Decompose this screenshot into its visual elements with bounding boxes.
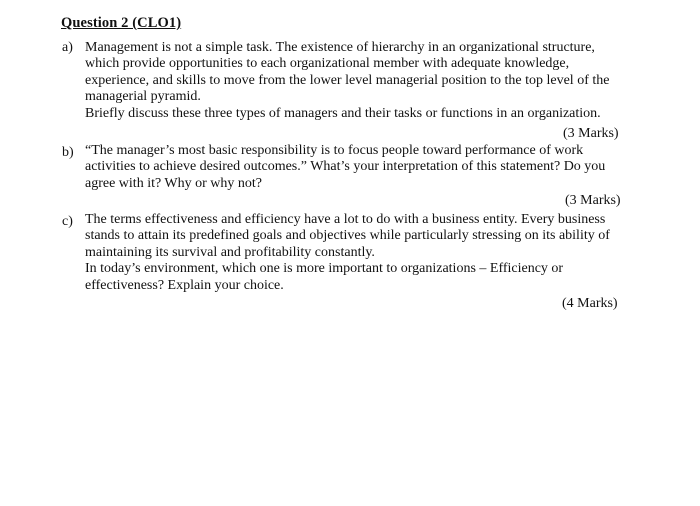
part-c-label: c) <box>62 214 73 229</box>
part-a-paragraph-1: Management is not a simple task. The existence of hierarchy in an organizational structure, which provide opportunities to each organizational member with adequate knowledge, experience, and skills to move from the lower level managerial position to the top level of the managerial pyramid. <box>85 40 610 105</box>
part-c-paragraph-1: The terms effectiveness and efficiency have a lot to do with a business entity. Every business stands to attain its predefined goals and objectives while particularly stressing on its ability of maintaining its survival and profitability constantly. <box>85 212 610 260</box>
part-b-paragraph-1: “The manager’s most basic responsibility is to focus people toward performance of work activities to achieve desired outcomes.” What’s your interpretation of this statement? Do you agree with it? Why or why not? <box>85 143 606 191</box>
part-a-label: a) <box>62 40 73 55</box>
part-a-text <box>85 40 620 122</box>
part-a-marks: (3 Marks) <box>563 126 619 141</box>
part-c-paragraph-2: In today’s environment, which one is more important to organizations – Efficiency or effectiveness? Explain your choice. <box>85 261 564 293</box>
part-b-marks: (3 Marks) <box>565 193 621 208</box>
part-b-label: b) <box>62 145 74 160</box>
part-b-text <box>85 143 620 192</box>
part-a-paragraph-2: Briefly discuss these three types of managers and their tasks or functions in an organization. <box>85 105 601 121</box>
question-title: Question 2 (CLO1) <box>61 15 182 31</box>
part-c-text <box>85 212 620 294</box>
part-c-marks: (4 Marks) <box>562 296 618 311</box>
